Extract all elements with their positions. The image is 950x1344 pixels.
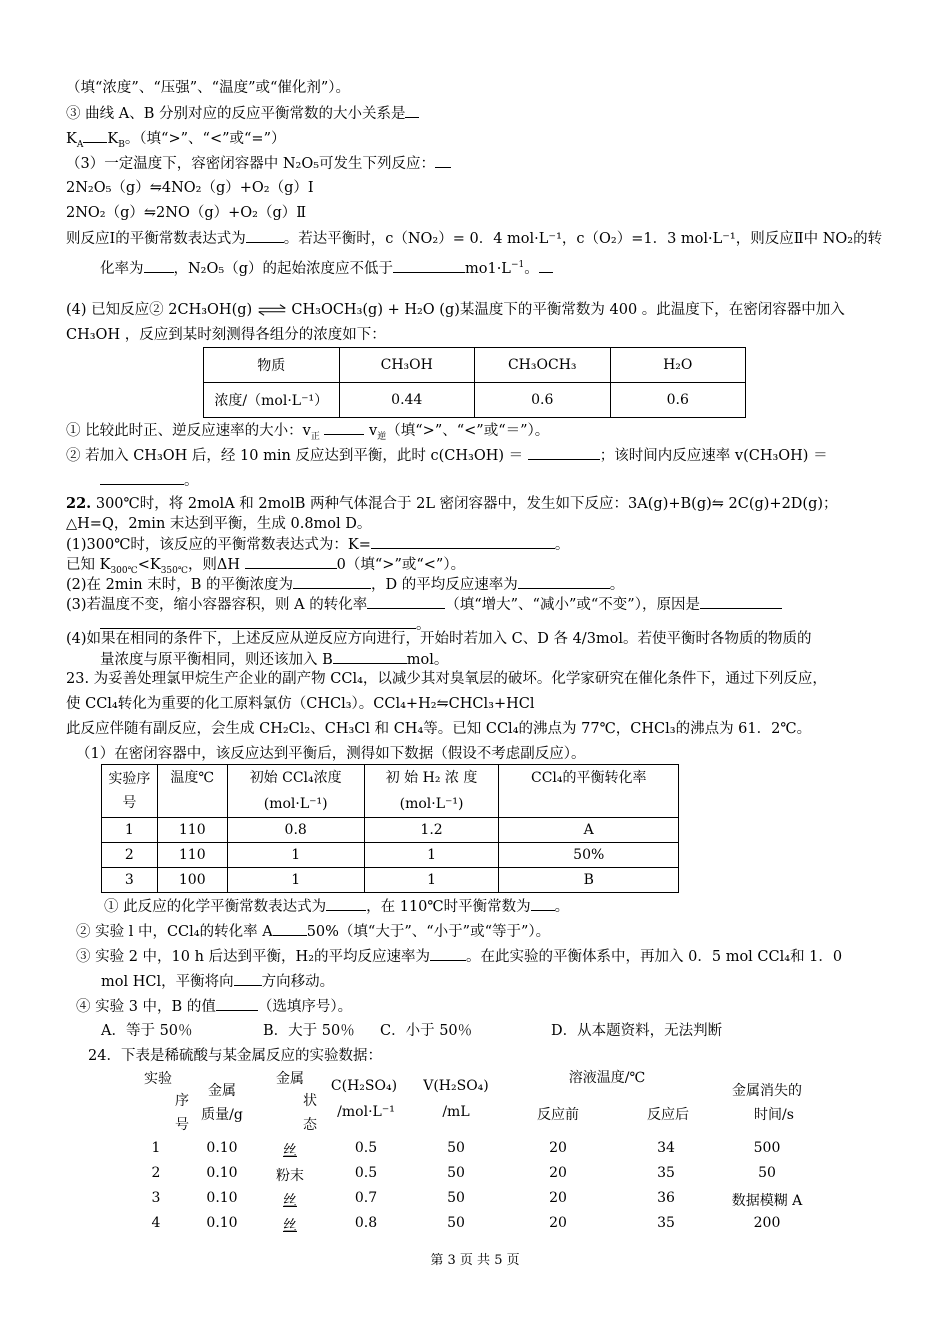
reaction-II: 2NO₂（g）⇋2NO（g）+O₂（g）Ⅱ [66, 205, 307, 221]
table-cell: 0.10 [206, 1215, 238, 1231]
table-header: 号 [175, 1117, 189, 1133]
table-cell: 0.8 [227, 818, 364, 843]
q22-1: (1)300℃时，该反应的平衡常数表达式为：K= 。 [66, 534, 569, 555]
table-header: 实验 [144, 1071, 172, 1087]
table-header: /mL [442, 1104, 470, 1120]
table-header: CH₃OCH₃ [475, 348, 611, 383]
table-cell: 粉末 [276, 1168, 304, 1184]
table-header: 金属 [208, 1083, 236, 1099]
table-header: CH₃OH [339, 348, 475, 383]
reaction-I: 2N₂O₅（g）⇋4NO₂（g）+O₂（g）Ⅰ [66, 180, 314, 196]
table-cell: 1 [227, 868, 364, 893]
table-cell: 0.6 [475, 383, 611, 418]
table-cell: 0.5 [354, 1165, 378, 1181]
page-footer: 第 3 页 共 5 页 [430, 1253, 520, 1268]
q21-4-1: ① 比较此时正、逆反应速率的大小：$v_正$ $v_逆$（填“>”、“<”或“＝”）。 [66, 420, 549, 441]
table-cell: 丝 [283, 1143, 297, 1159]
table-cell: 20 [549, 1190, 567, 1206]
q21-part3-question-cont: 化率为 ，N₂O₅（g）的起始浓度应不低于 $mo1\cdot L^{-1}$。 [100, 258, 553, 279]
table-cell: 0.10 [206, 1140, 238, 1156]
table-cell: 200 [753, 1215, 781, 1231]
table-cell: 1 [227, 843, 364, 868]
table-cell: 20 [549, 1165, 567, 1181]
table-header: 初 始 H₂ 浓 度 (mol·L⁻¹) [364, 765, 499, 818]
table-cell: 20 [549, 1215, 567, 1231]
table-header: CCl₄的平衡转化率 [499, 765, 679, 818]
table-cell: 2 [102, 843, 158, 868]
q22-2: (2)在 2min 末时，B 的平衡浓度为 ，D 的平均反应速率为 。 [66, 574, 624, 595]
table-header: 态 [303, 1117, 317, 1133]
table-cell: A [499, 818, 679, 843]
q21-part4-intro-cont: CH₃OH ，反应到某时刻测得各组分的浓度如下： [66, 327, 386, 343]
table-header: 实验序号 [102, 765, 158, 818]
table-header: 物质 [204, 348, 340, 383]
table-header: 质量/g [201, 1107, 243, 1123]
q21-fill-note: （填“浓度”、“压强”、“温度”或“催化剂”）。 [66, 80, 351, 96]
q23-1-1: ① 此反应的化学平衡常数表达式为 ，在 110℃时平衡常数为 。 [104, 896, 569, 917]
table-cell: 0.8 [354, 1215, 378, 1231]
table-cell: 1 [151, 1140, 161, 1156]
table-cell: 浓度/（mol·L⁻¹） [204, 383, 340, 418]
table-header: C(H₂SO₄) [330, 1078, 398, 1094]
equilibrium-arrow-icon [257, 304, 287, 316]
q22-intro: 22. 300℃时，将 2molA 和 2molB 两种气体混合于 2L 密闭容器中，发生如下反应：3A(g)+B(g)⇋ 2C(g)+2D(g)； [66, 495, 838, 512]
table-cell: 35 [657, 1215, 675, 1231]
ccl4-table [101, 764, 679, 893]
table-cell: 0.5 [354, 1140, 378, 1156]
q22-1-cont: 已知 $K_{300℃}<K_{350℃}$，则ΔH 0（填“>”或“<”）。 [66, 554, 465, 575]
table-cell: 50 [758, 1165, 776, 1181]
table-cell: 50 [447, 1165, 465, 1181]
q23-1-prompt: （1）在密闭容器中，该反应达到平衡后，测得如下数据（假设不考虑副反应）。 [76, 746, 586, 762]
table-cell: 0.10 [206, 1165, 238, 1181]
table-cell: 数据模糊 A [731, 1193, 803, 1209]
q23-1-4: ④ 实验 3 中，B 的值 （选填序号）。 [76, 996, 352, 1017]
q23-option-b: B．大于 50％ [263, 1023, 355, 1039]
q22-4: (4)如果在相同的条件下，上述反应从逆反应方向进行，开始时若加入 C、D 各 4/3mol。若使平衡时各物质的物质的 [66, 631, 812, 647]
table-header: 温度℃ [157, 765, 227, 818]
table-header: V(H₂SO₄) [423, 1078, 489, 1094]
table-header: 金属消失的 [732, 1083, 802, 1099]
table-header: 反应后 [647, 1107, 689, 1123]
table-cell: 1.2 [364, 818, 499, 843]
q21-3-answer: $K_A$ $K_B$。（填“>”、“<”或“=”） [66, 128, 286, 149]
table-cell: 0.6 [610, 383, 746, 418]
table-cell: 丝 [283, 1193, 297, 1209]
table-header: 金属 [276, 1071, 304, 1087]
table-cell: 1 [102, 818, 158, 843]
table-cell: 36 [657, 1190, 675, 1206]
table-cell: 50 [447, 1190, 465, 1206]
q22-4-cont: 量浓度与原平衡相同，则还该加入 B mol。 [100, 649, 448, 670]
q21-part3-intro: （3）一定温度下，容密闭容器中 N₂O₅可发生下列反应： [66, 153, 451, 174]
table-cell: 2 [151, 1165, 161, 1181]
concentration-table [203, 347, 746, 418]
table-cell: 50% [499, 843, 679, 868]
table-cell: 500 [753, 1140, 781, 1156]
table-header: 序 [175, 1093, 189, 1109]
q23-option-c: C．小于 50％ [380, 1023, 473, 1039]
table-cell: 34 [657, 1140, 675, 1156]
q23-reaction: 使 CCl₄转化为重要的化工原料氯仿（CHCl₃）。CCl₄+H₂⇋CHCl₃+HCl [66, 696, 535, 712]
q22-3-cont: 。 [100, 614, 431, 635]
table-cell: 20 [549, 1140, 567, 1156]
table-cell: 1 [364, 868, 499, 893]
q21-part3-question: 则反应Ⅰ的平衡常数表达式为 。若达平衡时，c（NO₂）= 0．4 mol·L⁻¹，c（O₂）=1．3 mol·L⁻¹，则反应Ⅱ中 NO₂的转 [66, 228, 882, 249]
q23-option-d: D．从本题资料，无法判断 [551, 1023, 723, 1039]
table-cell: 3 [151, 1190, 161, 1206]
table-header: 反应前 [537, 1107, 579, 1123]
q23-option-a: A．等于 50％ [101, 1023, 193, 1039]
table-cell: 3 [102, 868, 158, 893]
table-cell: 50 [447, 1215, 465, 1231]
q23-side-reactions: 此反应伴随有副反应，会生成 CH₂Cl₂、CH₃Cl 和 CH₄等。已知 CCl₄的沸点为 77℃，CHCl₃的沸点为 61．2℃。 [66, 721, 812, 737]
table-header: 时间/s [754, 1107, 794, 1123]
table-header: /mol·L⁻¹ [337, 1104, 395, 1120]
table-header: 初始 CCl₄浓度 (mol·L⁻¹) [227, 765, 364, 818]
q23-1-3-cont: mol HCl，平衡将向 方向移动。 [101, 971, 334, 992]
table-cell: 0.44 [339, 383, 475, 418]
q23-1-3: ③ 实验 2 中，10 h 后达到平衡，H₂的平均反应速率为 。在此实验的平衡体系中，再加入 0．5 mol CCl₄和 1．0 [76, 946, 842, 967]
q24-intro: 24．下表是稀硫酸与某金属反应的实验数据： [88, 1048, 382, 1064]
table-cell: 4 [151, 1215, 161, 1231]
table-cell: 100 [157, 868, 227, 893]
table-cell: 110 [157, 843, 227, 868]
table-cell: 丝 [283, 1218, 297, 1234]
q23-1-2: ② 实验 l 中，CCl₄的转化率 A 50%（填“大于”、“小于”或“等于”）。 [76, 921, 550, 942]
table-cell: B [499, 868, 679, 893]
table-header: 状 [303, 1093, 317, 1109]
q22-3: (3)若温度不变，缩小容器容积，则 A 的转化率 （填“增大”、“减小”或“不变”），原因是 [66, 594, 782, 615]
q21-3-prompt: ③ 曲线 A、B 分别对应的反应平衡常数的大小关系是 [66, 103, 419, 124]
table-cell: 1 [364, 843, 499, 868]
table-cell: 35 [657, 1165, 675, 1181]
q21-4-2-cont: 。 [100, 470, 199, 491]
table-cell: 110 [157, 818, 227, 843]
table-header: 溶液温度/℃ [568, 1070, 646, 1086]
q23-intro: 23. 为妥善处理氯甲烷生产企业的副产物 CCl₄，以减少其对臭氧层的破坏。化学家研究在催化条件下，通过下列反应， [66, 671, 827, 687]
q21-4-2: ② 若加入 CH₃OH 后，经 10 min 反应达到平衡，此时 c(CH₃OH) ＝ ；该时间内反应速率 v(CH₃OH) ＝ [66, 445, 828, 466]
table-header: H₂O [610, 348, 746, 383]
q22-intro-cont: △H=Q，2min 末达到平衡，生成 0.8mol D。 [66, 516, 372, 532]
q21-part4-intro: (4) 已知反应② 2CH₃OH(g) CH₃OCH₃(g) + H₂O (g)某温度下的平衡常数为 400 。此温度下，在密闭容器中加入 [66, 302, 845, 318]
table-cell: 0.7 [354, 1190, 378, 1206]
table-cell: 0.10 [206, 1190, 238, 1206]
table-cell: 50 [447, 1140, 465, 1156]
